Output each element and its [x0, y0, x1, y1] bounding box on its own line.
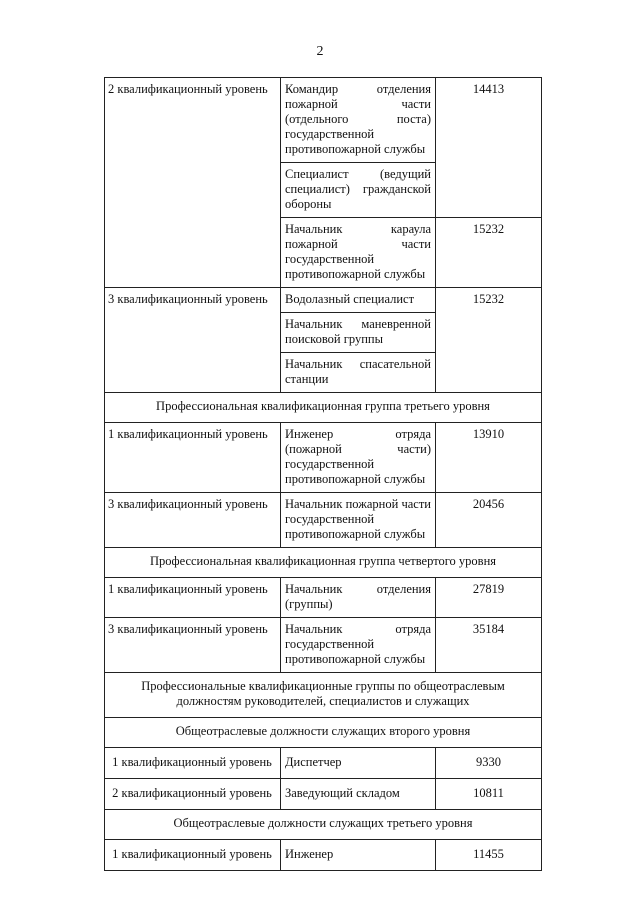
salary-value: 11455 [436, 840, 542, 871]
table-row [105, 423, 542, 493]
table-row [105, 578, 542, 618]
table-row [105, 288, 542, 313]
group-header: Профессиональные квалификационные группы по общеотраслевым должностям руководителей, специалистов и служащих [105, 673, 542, 718]
position-name: Специалист (ведущий специалист) гражданской обороны [281, 163, 436, 218]
group-header-row [105, 810, 542, 840]
qualification-level: 1 квалификационный уровень [105, 748, 281, 779]
group-header-row [105, 393, 542, 423]
table-row [105, 840, 542, 871]
group-header: Общеотраслевые должности служащих второго уровня [105, 718, 542, 748]
qualification-level: 1 квалификационный уровень [105, 578, 281, 618]
position-name: Инженер [281, 840, 436, 871]
position-name: Заведующий складом [281, 779, 436, 810]
salary-value: 15232 [436, 288, 542, 393]
salary-value: 20456 [436, 493, 542, 548]
table-row [105, 78, 542, 163]
salary-value: 14413 [436, 78, 542, 218]
qualification-level: 3 квалификационный уровень [105, 288, 281, 393]
table-row [105, 618, 542, 673]
position-name: Начальник караула пожарной части государственной противопожарной службы [281, 218, 436, 288]
position-name: Инженер отряда (пожарной части) государственной противопожарной службы [281, 423, 436, 493]
qualification-level: 2 квалификационный уровень [105, 78, 281, 288]
position-name: Диспетчер [281, 748, 436, 779]
position-name: Начальник маневренной поисковой группы [281, 313, 436, 353]
table-row [105, 493, 542, 548]
group-header: Профессиональная квалификационная группа третьего уровня [105, 393, 542, 423]
page-number: 2 [316, 44, 324, 59]
group-header-row [105, 548, 542, 578]
qualification-level: 3 квалификационный уровень [105, 493, 281, 548]
position-name: Начальник отделения (группы) [281, 578, 436, 618]
qualification-level: 1 квалификационный уровень [105, 840, 281, 871]
table-row [105, 779, 542, 810]
group-header: Профессиональная квалификационная группа четвертого уровня [105, 548, 542, 578]
position-name: Начальник отряда государственной противопожарной службы [281, 618, 436, 673]
position-name: Начальник пожарной части государственной противопожарной службы [281, 493, 436, 548]
qualification-level: 1 квалификационный уровень [105, 423, 281, 493]
table-row [105, 748, 542, 779]
group-header-row [105, 673, 542, 718]
salary-value: 27819 [436, 578, 542, 618]
salary-value: 15232 [436, 218, 542, 288]
qualification-level: 2 квалификационный уровень [105, 779, 281, 810]
salary-table [104, 77, 542, 871]
group-header-row [105, 718, 542, 748]
salary-value: 9330 [436, 748, 542, 779]
position-name: Водолазный специалист [281, 288, 436, 313]
salary-value: 13910 [436, 423, 542, 493]
salary-value: 10811 [436, 779, 542, 810]
position-name: Командир отделения пожарной части (отдельного поста) государственной противопожарной службы [281, 78, 436, 163]
group-header: Общеотраслевые должности служащих третьего уровня [105, 810, 542, 840]
salary-value: 35184 [436, 618, 542, 673]
qualification-level: 3 квалификационный уровень [105, 618, 281, 673]
position-name: Начальник спасательной станции [281, 353, 436, 393]
